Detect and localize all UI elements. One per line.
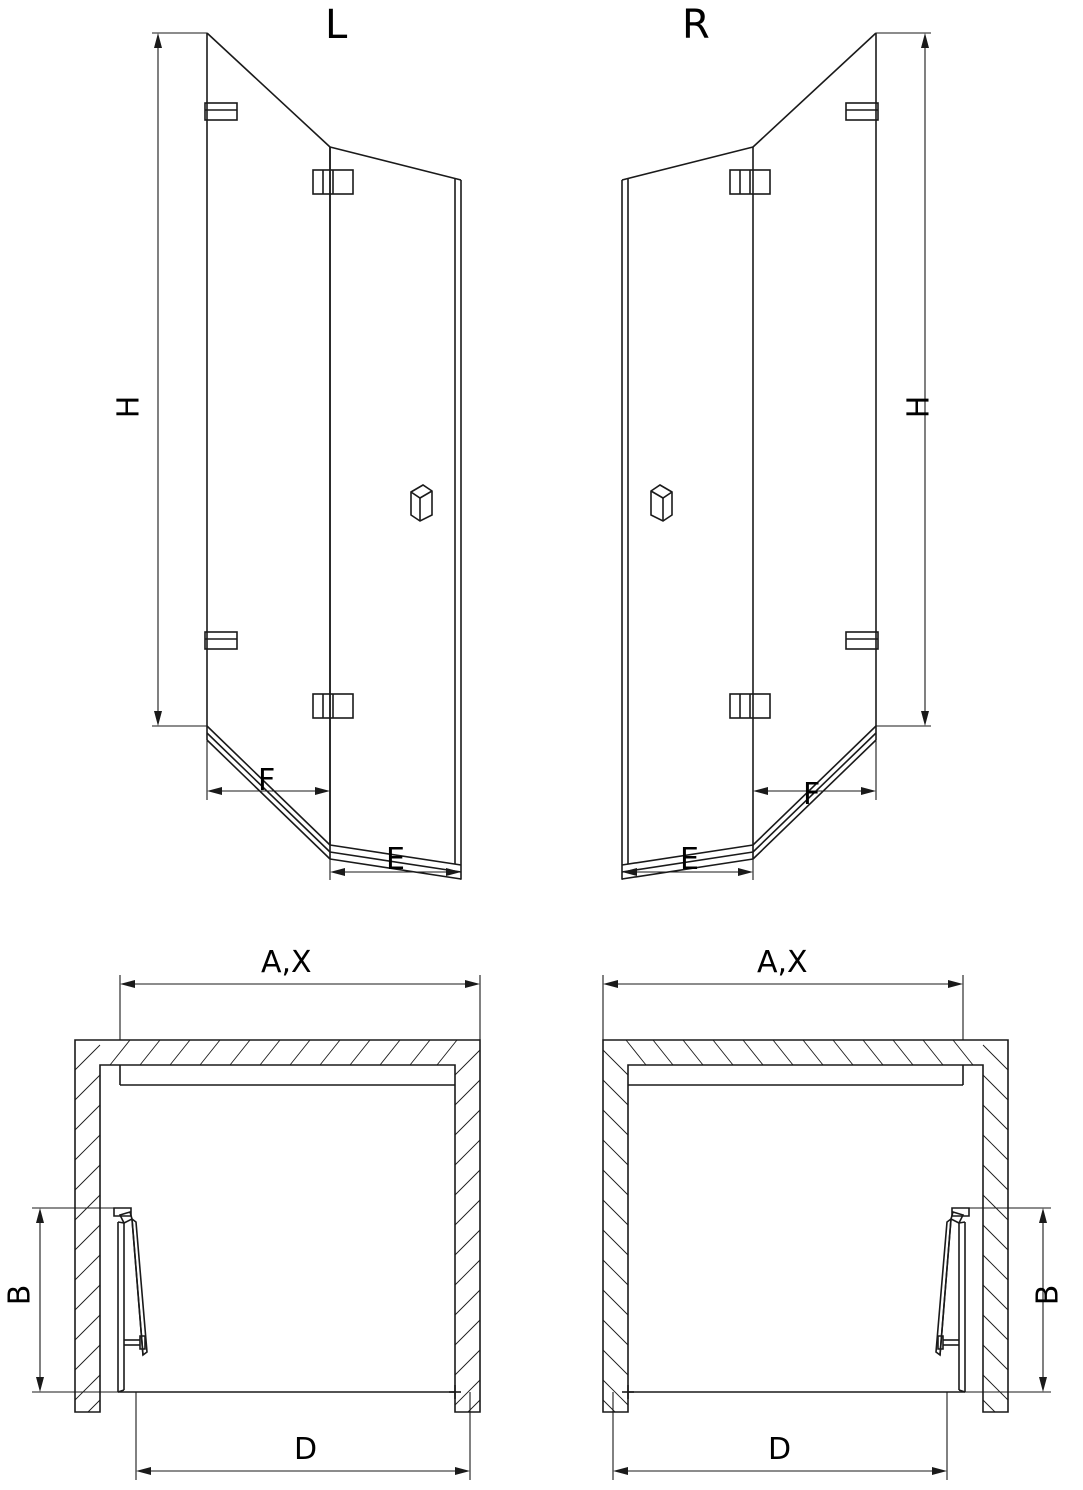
dim-right-height <box>876 33 931 726</box>
label-width-right: A,X <box>757 945 808 980</box>
iso-right-geometry <box>622 33 876 879</box>
label-depth-left: B <box>2 1284 38 1306</box>
label-variant-left: L <box>325 2 348 48</box>
plan-left-door-leaves <box>114 1208 461 1399</box>
label-opening-right: D <box>768 1432 792 1467</box>
label-variant-right: R <box>682 2 710 48</box>
label-height-left: H <box>111 395 147 419</box>
iso-left-geometry <box>207 33 461 879</box>
label-opening-left: D <box>294 1432 318 1467</box>
label-panel-e-right: E <box>680 842 699 877</box>
iso-right-knob <box>651 485 672 521</box>
dim-right-plan-ax <box>603 975 963 1040</box>
dim-left-height <box>152 33 207 726</box>
iso-left-knob <box>411 485 432 521</box>
label-width-left: A,X <box>261 945 312 980</box>
label-panel-f-left: F <box>258 763 276 798</box>
dim-left-plan-ax <box>120 975 480 1040</box>
plan-right-door-leaves <box>622 1208 969 1399</box>
label-panel-e-left: E <box>386 842 405 877</box>
label-height-right: H <box>901 395 937 419</box>
label-depth-right: B <box>1030 1284 1066 1306</box>
label-panel-f-right: F <box>803 777 821 812</box>
